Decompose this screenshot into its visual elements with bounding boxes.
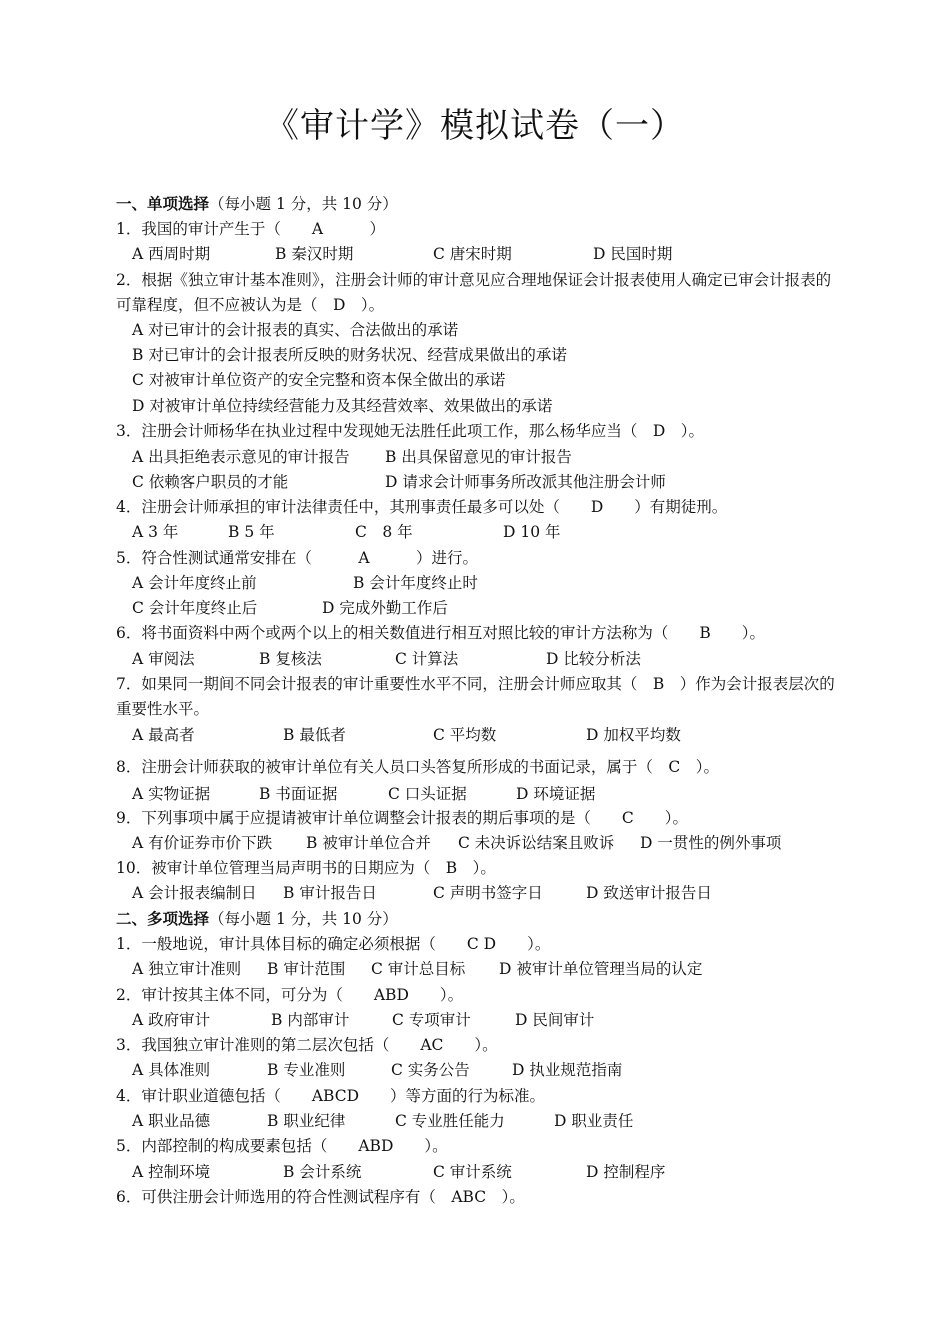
option-d: D 请求会计师事务所改派其他注册会计师 <box>385 473 666 491</box>
section-heading-note: （每小题 1 分，共 10 分） <box>209 910 398 928</box>
option-d: D 对被审计单位持续经营能力及其经营效率、效果做出的承诺 <box>132 397 553 415</box>
option-a: A 西周时期 <box>132 245 211 263</box>
question-10-stem: 10．被审计单位管理当局声明书的日期应为（ B ）。 <box>116 859 496 877</box>
option-a: A 独立审计准则 <box>132 960 242 978</box>
section-heading-note: （每小题 1 分，共 10 分） <box>209 195 398 213</box>
option-c: C 口头证据 <box>388 785 467 803</box>
question-6-stem: 6．将书面资料中两个或两个以上的相关数值进行相互对照比较的审计方法称为（ B ）。 <box>116 624 766 642</box>
option-d: D 10 年 <box>503 523 561 541</box>
option-b: B 专业准则 <box>267 1061 346 1079</box>
question-7-stem-cont: 重要性水平。 <box>116 700 210 718</box>
option-a: A 具体准则 <box>132 1061 211 1079</box>
page-title: 《审计学》模拟试卷（一） <box>265 106 685 146</box>
option-c: C 唐宋时期 <box>433 245 512 263</box>
option-a: A 3 年 <box>132 523 179 541</box>
option-d: D 控制程序 <box>586 1163 666 1181</box>
option-c: C 平均数 <box>433 726 497 744</box>
option-d: D 比较分析法 <box>546 650 641 668</box>
option-c: C 审计系统 <box>433 1163 512 1181</box>
option-a: A 有价证券市价下跌 <box>132 834 273 852</box>
option-d: D 完成外勤工作后 <box>322 599 448 617</box>
option-c: C 对被审计单位资产的安全完整和资本保全做出的承诺 <box>132 371 506 389</box>
option-a: A 出具拒绝表示意见的审计报告 <box>132 448 350 466</box>
option-c: C 未决诉讼结案且败诉 <box>458 834 615 852</box>
multi-question-5-stem: 5．内部控制的构成要素包括（ ABD ）。 <box>116 1137 448 1155</box>
option-d: D 环境证据 <box>516 785 596 803</box>
option-c: C 8 年 <box>355 523 413 541</box>
multi-question-1-stem: 1．一般地说，审计具体目标的确定必须根据（ C D ）。 <box>116 935 551 953</box>
option-a: A 会计年度终止前 <box>132 574 257 592</box>
option-b: B 出具保留意见的审计报告 <box>385 448 572 466</box>
multi-question-3-stem: 3．我国独立审计准则的第二层次包括（ AC ）。 <box>116 1036 498 1054</box>
option-c: C 计算法 <box>395 650 459 668</box>
option-a: A 审阅法 <box>132 650 195 668</box>
option-d: D 执业规范指南 <box>512 1061 623 1079</box>
option-d: D 一贯性的例外事项 <box>640 834 782 852</box>
option-c: C 专项审计 <box>392 1011 471 1029</box>
option-c: C 专业胜任能力 <box>395 1112 505 1130</box>
option-b: B 最低者 <box>283 726 346 744</box>
option-a: A 控制环境 <box>132 1163 211 1181</box>
option-b: B 书面证据 <box>259 785 338 803</box>
question-4-stem: 4．注册会计师承担的审计法律责任中，其刑事责任最多可以处（ D ）有期徒刑。 <box>116 498 728 516</box>
option-b: B 会计系统 <box>283 1163 362 1181</box>
option-c: C 声明书签字日 <box>433 884 543 902</box>
option-b: B 对已审计的会计报表所反映的财务状况、经营成果做出的承诺 <box>132 346 567 364</box>
option-b: B 审计范围 <box>267 960 346 978</box>
option-b: B 审计报告日 <box>283 884 377 902</box>
option-c: C 会计年度终止后 <box>132 599 258 617</box>
option-d: D 职业责任 <box>554 1112 634 1130</box>
section-heading-single-choice <box>116 193 398 215</box>
question-2-stem: 2．根据《独立审计基本准则》，注册会计师的审计意见应合理地保证会计报表使用人确定已审会计报表的 <box>116 271 832 289</box>
option-b: B 内部审计 <box>271 1011 350 1029</box>
option-b: B 被审计单位合并 <box>306 834 431 852</box>
option-a: A 对已审计的会计报表的真实、合法做出的承诺 <box>132 321 459 339</box>
multi-question-6-stem: 6．可供注册会计师选用的符合性测试程序有（ ABC ）。 <box>116 1188 525 1206</box>
option-a: A 职业品德 <box>132 1112 211 1130</box>
option-d: D 加权平均数 <box>586 726 681 744</box>
option-d: D 民国时期 <box>593 245 673 263</box>
question-2-stem-cont: 可靠程度，但不应被认为是（ D ）。 <box>116 296 385 314</box>
option-b: B 会计年度终止时 <box>353 574 478 592</box>
option-b: B 职业纪律 <box>267 1112 346 1130</box>
section-heading-label: 二、多项选择 <box>116 910 210 928</box>
option-b: B 秦汉时期 <box>275 245 354 263</box>
section-heading-multiple-choice <box>116 908 398 930</box>
multi-question-2-stem: 2．审计按其主体不同，可分为（ ABD ）。 <box>116 986 464 1004</box>
question-5-stem: 5．符合性测试通常安排在（ A ）进行。 <box>116 549 479 567</box>
question-9-stem: 9．下列事项中属于应提请被审计单位调整会计报表的期后事项的是（ C ）。 <box>116 809 688 827</box>
question-3-stem: 3．注册会计师杨华在执业过程中发现她无法胜任此项工作，那么杨华应当（ D ）。 <box>116 422 705 440</box>
option-d: D 民间审计 <box>515 1011 595 1029</box>
option-b: B 复核法 <box>259 650 322 668</box>
option-a: A 会计报表编制日 <box>132 884 257 902</box>
option-c: C 审计总目标 <box>371 960 466 978</box>
question-1-stem: 1．我国的审计产生于（ A ） <box>116 220 386 238</box>
question-7-stem: 7．如果同一期间不同会计报表的审计重要性水平不同，注册会计师应取其（ B ）作为会计报表层次的 <box>116 675 835 693</box>
option-a: A 实物证据 <box>132 785 211 803</box>
option-c: C 依赖客户职员的才能 <box>132 473 289 491</box>
option-a: A 政府审计 <box>132 1011 211 1029</box>
section-heading-label: 一、单项选择 <box>116 195 210 213</box>
question-8-stem: 8．注册会计师获取的被审计单位有关人员口头答复所形成的书面记录，属于（ C ）。 <box>116 758 719 776</box>
multi-question-4-stem: 4．审计职业道德包括（ ABCD ）等方面的行为标准。 <box>116 1087 546 1105</box>
option-b: B 5 年 <box>228 523 275 541</box>
option-d: D 被审计单位管理当局的认定 <box>499 960 703 978</box>
option-d: D 致送审计报告日 <box>586 884 712 902</box>
option-c: C 实务公告 <box>391 1061 470 1079</box>
option-a: A 最高者 <box>132 726 195 744</box>
